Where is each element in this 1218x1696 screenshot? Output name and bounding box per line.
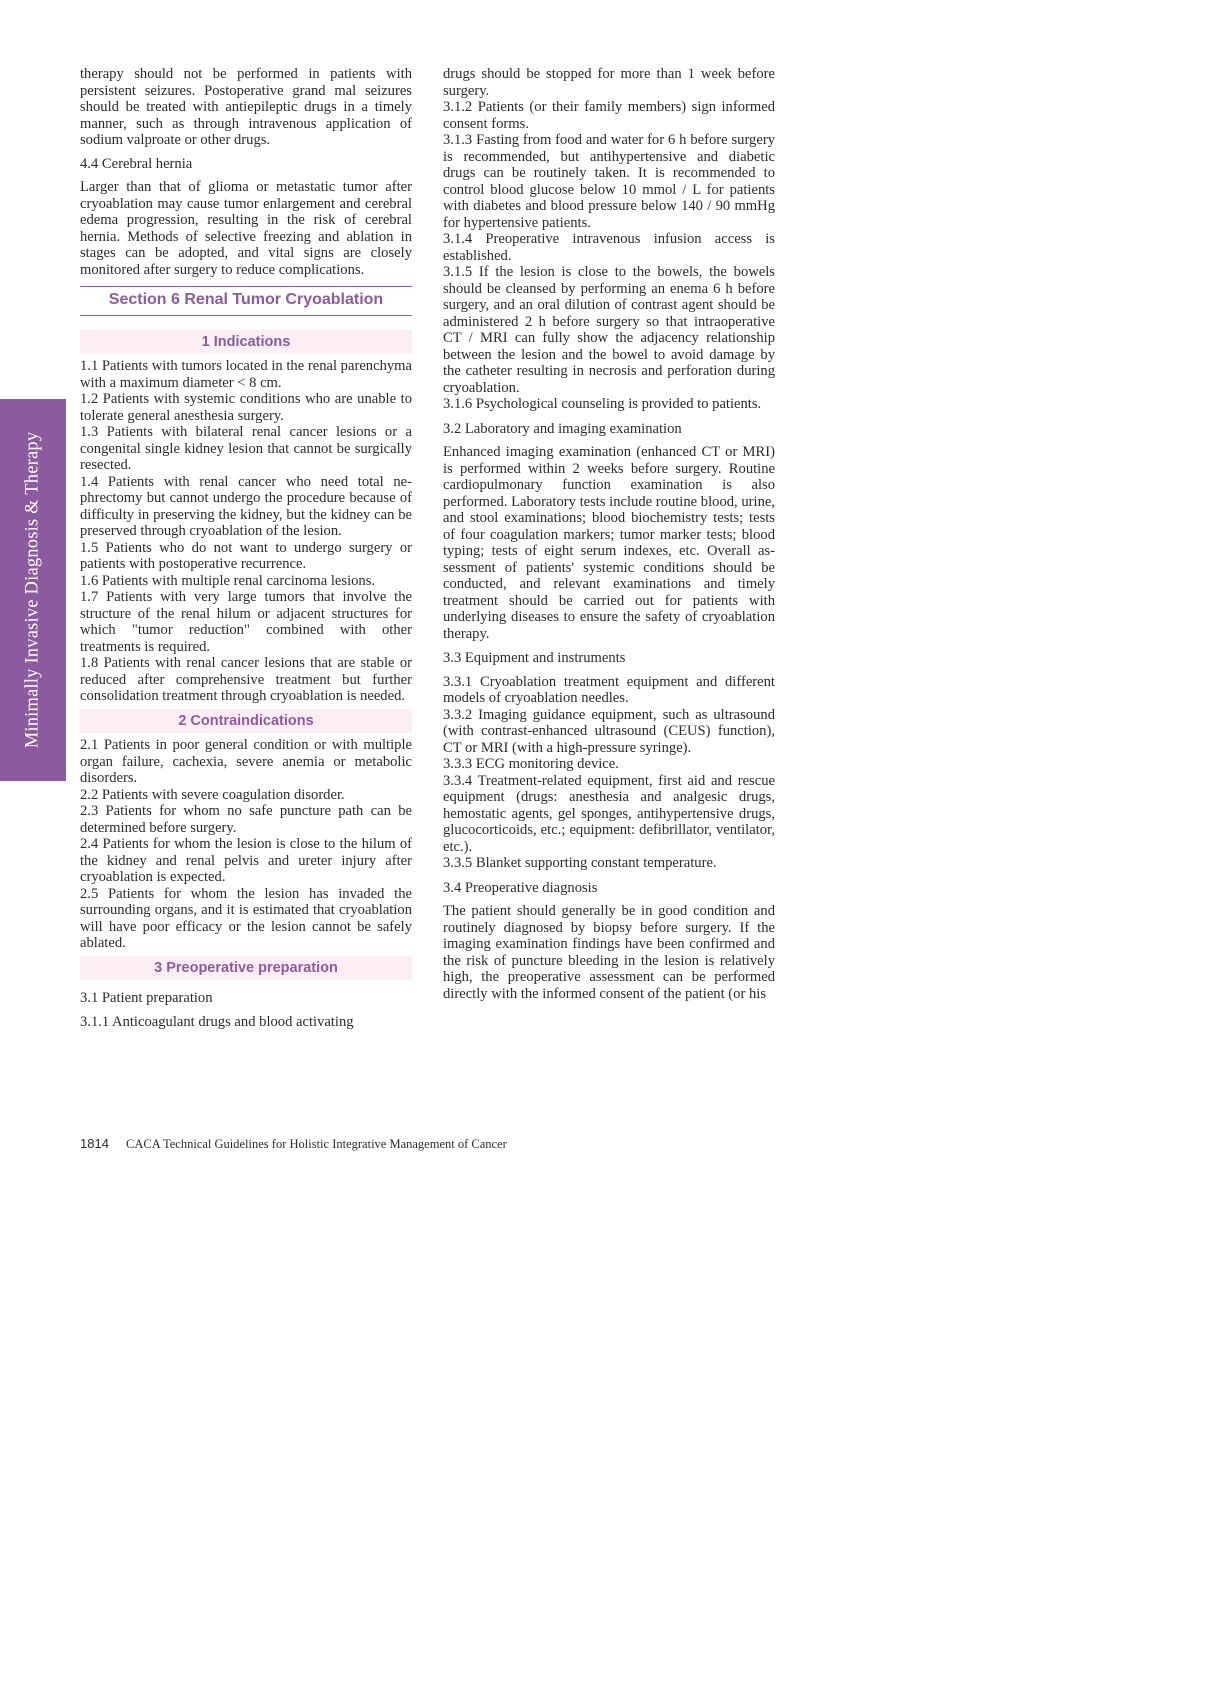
list-item: 2.4 Patients for whom the lesion is close to the hilum of the kidney and renal pelvis and ureter injury after cryoablation is expected. xyxy=(80,836,412,885)
page-number: 1814 xyxy=(80,1136,109,1151)
paragraph: 3.1.6 Psychological counseling is provided to patients. xyxy=(443,396,762,412)
heading-indications: 1 Indications xyxy=(80,330,412,355)
heading-preoperative-preparation: 3 Preoperative preparation xyxy=(80,956,412,981)
paragraph: 3.1.1 Anticoagulant drugs and blood activating xyxy=(80,1013,354,1030)
paragraph: 3.1.3 Fasting from food and water for 6 h before surgery is recommended, but antihypertensive and diabetic drugs can be routinely taken. It is recommended to control blood glucose below 10 mmol / L for patients with diabetes and blood pressure below 140 / 90 mmHg for hypertensive patients. xyxy=(443,132,775,231)
paragraph: 3.1.4 Preoperative intravenous infusion access is established. xyxy=(443,231,775,264)
page-footer xyxy=(80,1136,507,1152)
side-tab-label: Minimally Invasive Diagnosis & Therapy xyxy=(22,431,43,749)
subheading-patient-preparation: 3.1 Patient preparation xyxy=(80,990,213,1006)
paragraph: 3.3.5 Blanket supporting constant temperature. xyxy=(443,855,717,871)
paragraph: drugs should be stopped for more than 1 week before surgery. xyxy=(443,66,775,99)
paragraph: 3.1.5 If the lesion is close to the bowels, the bowels should be cleansed by performing an enema 6 h before surgery, and an oral dilution of contrast agent should be administered 2 h before surgery so that intraoperative CT / MRI can fully show the adjacency relationship between the lesion and the bowel to avoid damage by the catheter resulting in necrosis and perforation during cryoablation. xyxy=(443,264,775,396)
list-item: 1.2 Patients with systemic conditions who are unable to tolerate general anesthesia surgery. xyxy=(80,391,412,424)
subheading-preoperative-diagnosis: 3.4 Preoperative diagnosis xyxy=(443,879,598,896)
subheading-cerebral-hernia: 4.4 Cerebral hernia xyxy=(80,155,193,172)
list-item: 1.8 Patients with renal cancer lesions that are stable or reduced after comprehensive treatment but further consolidation treatment through cryoablation is needed. xyxy=(80,655,412,704)
running-footer-title: CACA Technical Guidelines for Holistic Integrative Management of Cancer xyxy=(126,1137,507,1151)
left-column xyxy=(80,66,412,1030)
list-item: 2.2 Patients with severe coagulation disorder. xyxy=(80,786,345,803)
list-item: 1.3 Patients with bilateral renal cancer lesions or a congenital single kidney lesion that cannot be surgically resected. xyxy=(80,424,412,473)
list-item: 1.5 Patients who do not want to undergo surgery or patients with postoperative recurrence. xyxy=(80,539,412,572)
section-title: Section 6 Renal Tumor Cryoablation xyxy=(80,286,412,316)
list-item: 1.4 Patients with renal cancer who need total nephrectomy but cannot undergo the procedure because of difficulty in preserving the kidney, but the kidney can be preserved through cryoablation of the lesion. xyxy=(80,473,412,539)
paragraph: 3.1.2 Patients (or their family members) sign informed consent forms. xyxy=(443,99,775,132)
paragraph: 3.3.4 Treatment-related equipment, first aid and rescue equipment (drugs: anesthesia and analgesic drugs, hemostatic agents, gel sponges, antihypertensive drugs, glucocorticoids, etc.; equipment: defibrillator, ventilator, etc.). xyxy=(443,772,775,855)
paragraph: 3.3.3 ECG monitoring device. xyxy=(443,756,619,772)
subheading-lab-imaging: 3.2 Laboratory and imaging examination xyxy=(443,420,682,437)
list-item: 2.3 Patients for whom no safe puncture path can be determined before surgery. xyxy=(80,803,412,836)
side-section-tab xyxy=(0,399,66,781)
paragraph: therapy should not be performed in patients with persistent seizures. Postoperative grand mal seizures should be treated with antiepileptic drugs in a timely manner, such as through intravenous application of sodium valproate or other drugs. xyxy=(80,66,412,148)
paragraph: Enhanced imaging examination (enhanced CT or MRI) is performed within 2 weeks before surgery. Routine cardiopulmonary function examination is also performed. Laboratory tests include routine blood, urine, and stool examinations; blood biochemistry tests; tests of four coagulation markers; tumor marker tests; blood typing; tests of eight serum indexes, etc. Overall assessment of patients' systemic conditions should be conducted, and relevant examinations and timely treatment should be carried out for patients with underlying diseases to ensure the safety of cryoablation therapy. xyxy=(443,444,775,642)
subheading-equipment: 3.3 Equipment and instruments xyxy=(443,650,626,666)
list-item: 1.7 Patients with very large tumors that involve the structure of the renal hilum or adjacent structures for which "tumor reduction" combined with other treatments is required. xyxy=(80,589,412,655)
list-item: 2.5 Patients for whom the lesion has invaded the surrounding organs, and it is estimated that cryoablation will have poor efficacy or the lesion cannot be safely ablated. xyxy=(80,885,412,951)
list-item: 1.6 Patients with multiple renal carcinoma lesions. xyxy=(80,572,376,589)
right-column xyxy=(443,66,775,1002)
paragraph: 3.3.1 Cryoablation treatment equipment and different models of cryoablation needles. xyxy=(443,673,775,706)
heading-contraindications: 2 Contraindications xyxy=(80,709,412,734)
list-item: 2.1 Patients in poor general condition or with multiple organ failure, cachexia, severe anemia or metabolic disorders. xyxy=(80,737,412,786)
paragraph: 3.3.2 Imaging guidance equipment, such as ultrasound (with contrast-enhanced ultrasound (CEUS) function), CT or MRI (with a high-pressure syringe). xyxy=(443,706,775,756)
list-item: 1.1 Patients with tumors located in the renal parenchyma with a maximum diameter < 8 cm. xyxy=(80,358,412,391)
paragraph: Larger than that of glioma or metastatic tumor after cryoablation may cause tumor enlargement and cerebral edema progression, resulting in the risk of cerebral hernia. Methods of selective freezing and ablation in stages can be adopted, and vital signs are closely monitored after surgery to reduce complications. xyxy=(80,179,412,278)
paragraph: The patient should generally be in good condition and routinely diagnosed by biopsy before surgery. If the imaging examination findings have been confirmed and the risk of puncture bleeding in the lesion is relatively high, the preoperative assessment can be performed directly with the informed consent of the patient (or his xyxy=(443,903,775,1002)
